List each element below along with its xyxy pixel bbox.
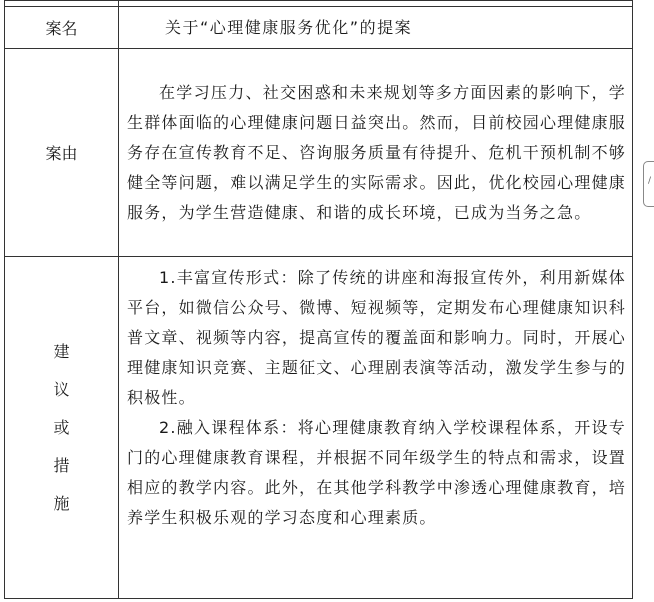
suggestions-label-char-2: 议 — [53, 379, 70, 399]
suggestions-label-char-4: 措 — [53, 455, 70, 475]
proposal-table — [4, 0, 633, 599]
row-case-reason — [5, 49, 633, 257]
suggestions-label — [5, 257, 119, 599]
case-reason-label: 案由 — [5, 49, 119, 257]
suggestions-label-char-3: 或 — [53, 417, 70, 437]
side-panel-tab[interactable] — [643, 161, 654, 207]
case-name-label: 案名 — [5, 7, 119, 49]
side-tab-mark-icon: / — [648, 176, 652, 186]
suggestion-paragraph-1: 1.丰富宣传形式：除了传统的讲座和海报宣传外，利用新媒体平台，如微信公众号、微博、短视频等，定期发布心理健康知识科普文章、视频等内容，提高宣传的覆盖面和影响力。同时，开展心理健康知识竞赛、主题征文、心理剧表演等活动，激发学生参与的积极性。 — [127, 268, 626, 407]
case-reason-paragraph: 在学习压力、社交困惑和未来规划等多方面因素的影响下，学生群体面临的心理健康问题日益突出。然而，目前校园心理健康服务存在宣传教育不足、咨询服务质量有待提升、危机干预机制不够健全等问题，难以满足学生的实际需求。因此，优化校园心理健康服务，为学生营造健康、和谐的成长环境，已成为当务之急。 — [127, 82, 626, 222]
case-name-content — [119, 7, 633, 49]
suggestions-content — [119, 257, 633, 599]
suggestions-label-char-5: 施 — [53, 493, 70, 513]
row-case-name — [5, 7, 633, 49]
suggestion-paragraph-2: 2.融入课程体系：将心理健康教育纳入学校课程体系，开设专门的心理健康教育课程，并根据不同年级学生的特点和需求，设置相应的教学内容。此外，在其他学科教学中渗透心理健康教育，培养学生积极乐观的学习态度和心理素质。 — [127, 418, 626, 527]
case-reason-content — [119, 49, 633, 257]
proposal-title: 关于“心理健康服务优化”的提案 — [165, 17, 413, 37]
suggestions-label-char-1: 建 — [53, 341, 70, 361]
row-suggestions — [5, 257, 633, 599]
